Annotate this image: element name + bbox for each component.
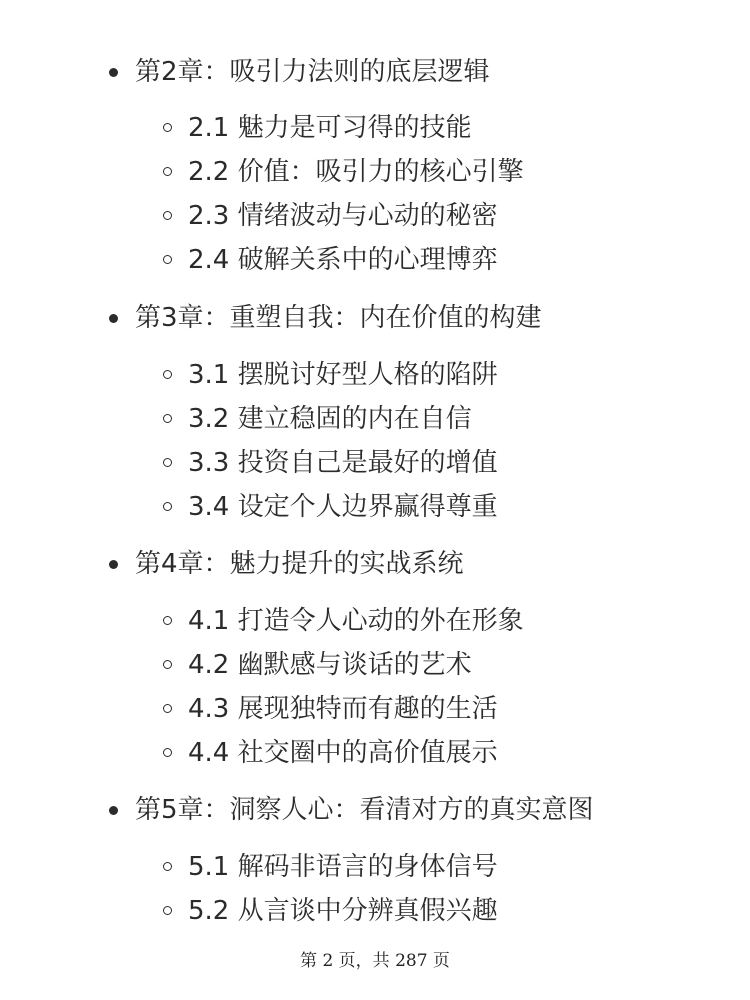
filled-bullet-icon xyxy=(109,560,118,569)
chapter-title: 第2章：吸引力法则的底层逻辑 xyxy=(135,57,490,87)
chapter-title: 第3章：重塑自我：内在价值的构建 xyxy=(135,303,542,333)
hollow-bullet-icon xyxy=(163,748,172,757)
section-title: 4.2 幽默感与谈话的艺术 xyxy=(188,650,472,680)
section-title: 3.3 投资自己是最好的增值 xyxy=(188,448,498,478)
hollow-bullet-icon xyxy=(163,862,172,871)
section-item xyxy=(0,487,750,527)
chapter-heading xyxy=(0,298,750,338)
section-item xyxy=(0,152,750,192)
hollow-bullet-icon xyxy=(163,167,172,176)
section-item xyxy=(0,733,750,773)
hollow-bullet-icon xyxy=(163,123,172,132)
section-item xyxy=(0,601,750,641)
section-title: 3.4 设定个人边界赢得尊重 xyxy=(188,492,498,522)
section-item xyxy=(0,240,750,280)
hollow-bullet-icon xyxy=(163,255,172,264)
filled-bullet-icon xyxy=(109,68,118,77)
filled-bullet-icon xyxy=(109,806,118,815)
filled-bullet-icon xyxy=(109,314,118,323)
hollow-bullet-icon xyxy=(163,660,172,669)
section-title: 4.1 打造令人心动的外在形象 xyxy=(188,606,524,636)
section-title: 5.1 解码非语言的身体信号 xyxy=(188,852,498,882)
section-title: 2.2 价值：吸引力的核心引擎 xyxy=(188,157,524,187)
hollow-bullet-icon xyxy=(163,458,172,467)
section-item xyxy=(0,443,750,483)
section-item xyxy=(0,689,750,729)
section-item xyxy=(0,847,750,887)
section-item xyxy=(0,196,750,236)
section-title: 2.4 破解关系中的心理博弈 xyxy=(188,245,498,275)
section-item xyxy=(0,399,750,439)
hollow-bullet-icon xyxy=(163,502,172,511)
hollow-bullet-icon xyxy=(163,370,172,379)
section-title: 2.3 情绪波动与心动的秘密 xyxy=(188,201,498,231)
chapter-title: 第4章：魅力提升的实战系统 xyxy=(135,549,464,579)
page-number-footer: 第 2 页，共 287 页 xyxy=(300,951,450,971)
hollow-bullet-icon xyxy=(163,414,172,423)
chapter-heading xyxy=(0,790,750,830)
section-item xyxy=(0,645,750,685)
chapter-heading xyxy=(0,544,750,584)
section-title: 5.2 从言谈中分辨真假兴趣 xyxy=(188,896,498,926)
hollow-bullet-icon xyxy=(163,906,172,915)
section-title: 3.1 摆脱讨好型人格的陷阱 xyxy=(188,360,498,390)
section-item xyxy=(0,108,750,148)
section-title: 3.2 建立稳固的内在自信 xyxy=(188,404,472,434)
hollow-bullet-icon xyxy=(163,616,172,625)
section-title: 4.4 社交圈中的高价值展示 xyxy=(188,738,498,768)
chapter-heading xyxy=(0,52,750,92)
hollow-bullet-icon xyxy=(163,211,172,220)
section-title: 4.3 展现独特而有趣的生活 xyxy=(188,694,498,724)
section-item xyxy=(0,355,750,395)
chapter-title: 第5章：洞察人心：看清对方的真实意图 xyxy=(135,795,594,825)
hollow-bullet-icon xyxy=(163,704,172,713)
section-item xyxy=(0,891,750,931)
section-title: 2.1 魅力是可习得的技能 xyxy=(188,113,472,143)
